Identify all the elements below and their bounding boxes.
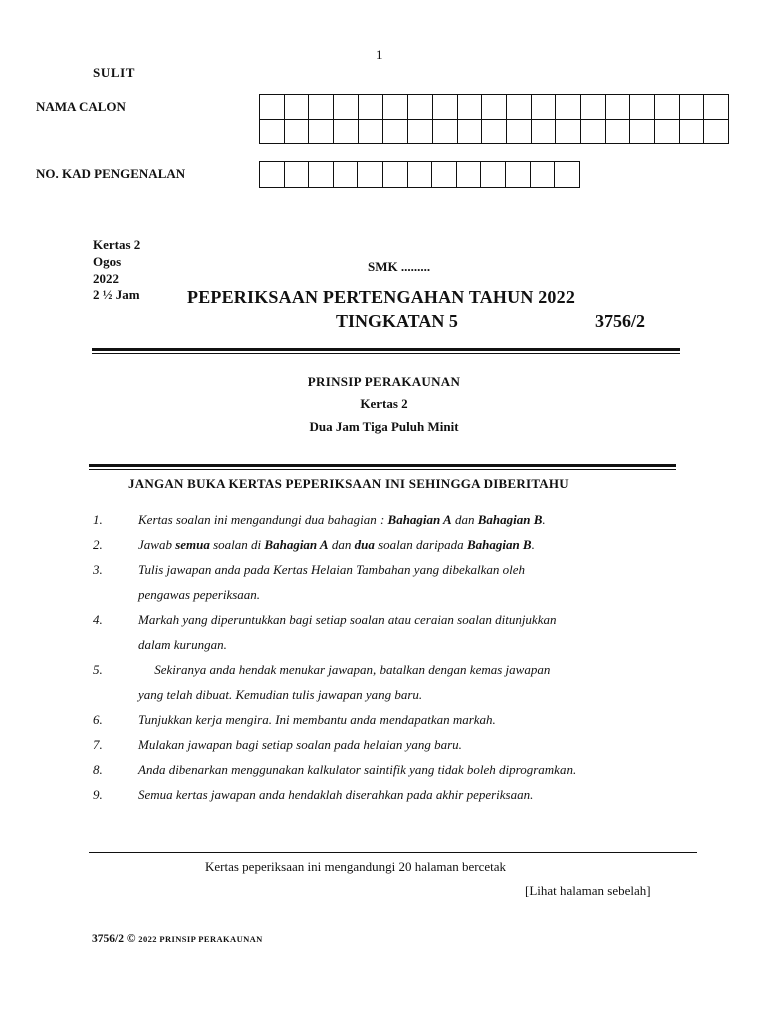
grid-cell[interactable] <box>655 95 680 120</box>
grid-cell[interactable] <box>458 95 483 120</box>
footer-rule <box>89 852 697 853</box>
instruction-text: . <box>542 512 546 527</box>
instruction-line <box>138 512 546 528</box>
grid-cell[interactable] <box>680 120 705 145</box>
grid-cell[interactable] <box>482 95 507 120</box>
instruction-number: 6. <box>93 712 103 727</box>
grid-cell[interactable] <box>606 120 631 145</box>
header-rule-thin <box>92 353 680 354</box>
footer-code <box>92 933 263 945</box>
subject-paper: Kertas 2 <box>360 396 408 411</box>
instruction-emphasis: Bahagian A <box>264 537 329 552</box>
grid-cell[interactable] <box>408 120 433 145</box>
grid-cell[interactable] <box>260 120 285 145</box>
nama-calon-label: NAMA CALON <box>36 99 126 114</box>
grid-cell[interactable] <box>309 120 334 145</box>
grid-cell[interactable] <box>606 95 631 120</box>
grid-cell[interactable] <box>260 162 285 188</box>
grid-cell[interactable] <box>408 95 433 120</box>
nama-calon-grid[interactable] <box>259 94 729 144</box>
instruction-line <box>138 587 260 603</box>
instruction-line <box>138 612 556 628</box>
instruction-line <box>138 712 496 728</box>
grid-cell[interactable] <box>285 120 310 145</box>
grid-cell[interactable] <box>433 120 458 145</box>
grid-cell[interactable] <box>704 120 729 145</box>
instruction-text: Sekiranya anda hendak menukar jawapan, batalkan dengan kemas jawapan <box>138 662 551 677</box>
grid-cell[interactable] <box>532 120 557 145</box>
grid-cell[interactable] <box>383 162 408 188</box>
instruction-emphasis: Bahagian B <box>477 512 543 527</box>
instruction-line <box>138 787 533 803</box>
instruction-text: . <box>531 537 535 552</box>
instruction-emphasis: semua <box>175 537 210 552</box>
grid-cell[interactable] <box>532 95 557 120</box>
exam-form: TINGKATAN 5 <box>336 311 458 331</box>
footer-code-text: 3756/2 © <box>92 933 139 945</box>
instruction-line <box>138 662 550 678</box>
grid-cell[interactable] <box>359 120 384 145</box>
grid-cell[interactable] <box>334 120 359 145</box>
grid-cell[interactable] <box>457 162 482 188</box>
instruction-emphasis: dua <box>354 537 375 552</box>
grid-cell[interactable] <box>309 162 334 188</box>
grid-cell[interactable] <box>482 120 507 145</box>
instruction-line <box>138 762 576 778</box>
grid-cell[interactable] <box>383 95 408 120</box>
instruction-text: Kertas soalan ini mengandungi dua bahagian : <box>138 512 388 527</box>
instruction-text: Mulakan jawapan bagi setiap soalan pada helaian yang baru. <box>138 737 462 752</box>
grid-cell[interactable] <box>531 162 556 188</box>
header-rule-thick <box>92 348 680 351</box>
meta-year: 2022 <box>93 271 119 286</box>
grid-cell[interactable] <box>433 95 458 120</box>
instruction-line <box>138 737 462 753</box>
instruction-text: Markah yang diperuntukkan bagi setiap soalan atau ceraian soalan ditunjukkan <box>138 612 557 627</box>
instruction-text: dalam kurungan. <box>138 637 227 652</box>
grid-cell[interactable] <box>630 120 655 145</box>
grid-cell[interactable] <box>507 120 532 145</box>
subject-name: PRINSIP PERAKAUNAN <box>307 374 461 389</box>
instruction-number: 2. <box>93 537 103 552</box>
grid-cell[interactable] <box>481 162 506 188</box>
instruction-emphasis: Bahagian A <box>387 512 452 527</box>
grid-cell[interactable] <box>655 120 680 145</box>
instruction-emphasis: Bahagian B <box>466 537 532 552</box>
instruction-line <box>138 637 227 653</box>
instruction-line <box>138 562 525 578</box>
instruction-text: Tunjukkan kerja mengira. Ini membantu anda mendapatkan markah. <box>138 712 496 727</box>
kad-pengenalan-grid[interactable] <box>259 161 580 188</box>
grid-cell[interactable] <box>285 162 310 188</box>
grid-cell[interactable] <box>555 162 580 188</box>
school-name: SMK ......... <box>368 259 431 274</box>
page-count-note: Kertas peperiksaan ini mengandungi 20 halaman bercetak <box>205 859 507 874</box>
instruction-text: Anda dibenarkan menggunakan kalkulator saintifik yang tidak boleh diprogramkan. <box>138 762 577 777</box>
exam-code: 3756/2 <box>595 311 646 331</box>
instruction-text: Semua kertas jawapan anda hendaklah diserahkan pada akhir peperiksaan. <box>138 787 534 802</box>
meta-month: Ogos <box>93 254 122 269</box>
instruction-number: 9. <box>93 787 103 802</box>
grid-cell[interactable] <box>704 95 729 120</box>
instruction-text: dan <box>328 537 355 552</box>
warning-notice: JANGAN BUKA KERTAS PEPERIKSAAN INI SEHINGGA DIBERITAHU <box>128 476 569 491</box>
instruction-text: Tulis jawapan anda pada Kertas Helaian Tambahan yang dibekalkan oleh <box>138 562 525 577</box>
grid-cell[interactable] <box>359 95 384 120</box>
kad-pengenalan-label: NO. KAD PENGENALAN <box>36 166 186 181</box>
grid-cell[interactable] <box>556 95 581 120</box>
meta-paper: Kertas 2 <box>93 237 141 252</box>
grid-cell[interactable] <box>581 95 606 120</box>
instruction-text: dan <box>451 512 478 527</box>
grid-cell[interactable] <box>556 120 581 145</box>
instruction-text: pengawas peperiksaan. <box>138 587 261 602</box>
instruction-text: soalan di <box>209 537 265 552</box>
grid-cell[interactable] <box>408 162 433 188</box>
next-page-note: [Lihat halaman sebelah] <box>525 883 651 898</box>
grid-cell[interactable] <box>383 120 408 145</box>
instruction-number: 8. <box>93 762 103 777</box>
grid-cell[interactable] <box>507 95 532 120</box>
instruction-number: 7. <box>93 737 103 752</box>
grid-cell[interactable] <box>334 95 359 120</box>
grid-cell[interactable] <box>334 162 359 188</box>
grid-cell[interactable] <box>680 95 705 120</box>
instruction-number: 1. <box>93 512 103 527</box>
grid-cell[interactable] <box>581 120 606 145</box>
meta-duration: 2 ½ Jam <box>93 287 140 302</box>
grid-cell[interactable] <box>458 120 483 145</box>
exam-title: PEPERIKSAAN PERTENGAHAN TAHUN 2022 <box>187 287 576 307</box>
footer-code-subject: 2022 PRINSIP PERAKAUNAN <box>138 934 263 944</box>
instruction-number: 5. <box>93 662 103 677</box>
instruction-line <box>138 537 535 553</box>
instruction-number: 4. <box>93 612 103 627</box>
instruction-text: Jawab <box>138 537 176 552</box>
grid-cell[interactable] <box>309 95 334 120</box>
warning-rule-thick <box>89 464 676 467</box>
instruction-number: 3. <box>93 562 103 577</box>
warning-rule-thin <box>89 469 676 470</box>
instruction-text: soalan daripada <box>374 537 467 552</box>
page-number: 1 <box>376 47 383 62</box>
sulit-label: SULIT <box>93 65 136 80</box>
subject-duration: Dua Jam Tiga Puluh Minit <box>309 419 459 434</box>
instruction-text: yang telah dibuat. Kemudian tulis jawapan yang baru. <box>138 687 423 702</box>
grid-cell[interactable] <box>506 162 531 188</box>
grid-cell[interactable] <box>432 162 457 188</box>
instruction-line <box>138 687 422 703</box>
grid-cell[interactable] <box>358 162 383 188</box>
grid-cell[interactable] <box>260 95 285 120</box>
grid-cell[interactable] <box>630 95 655 120</box>
grid-cell[interactable] <box>285 95 310 120</box>
